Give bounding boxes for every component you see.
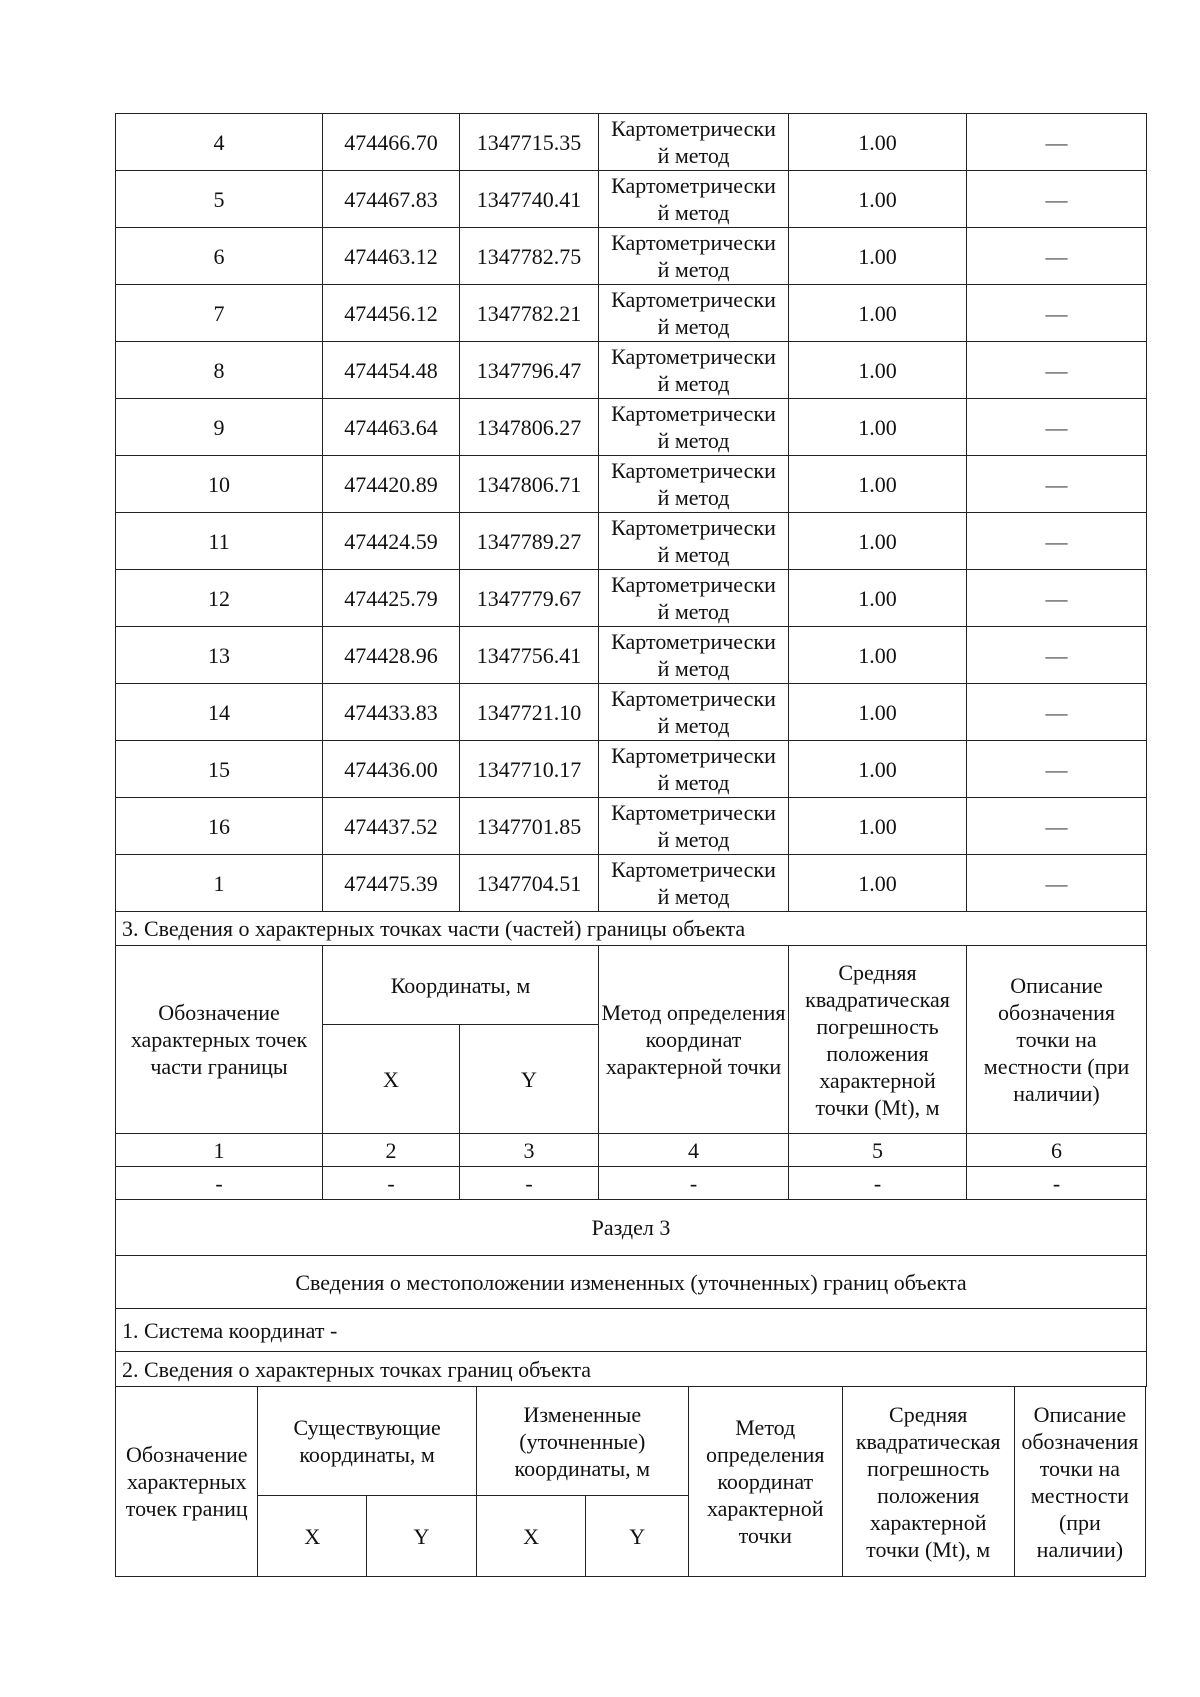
point-accuracy: 1.00 <box>789 513 967 570</box>
col-number: 5 <box>789 1134 967 1167</box>
col-number: 1 <box>116 1134 323 1167</box>
header-description: Описание обозначения точки на местности (при наличии) <box>967 946 1147 1134</box>
point-y: 1347779.67 <box>460 570 599 627</box>
point-id: 4 <box>116 114 323 171</box>
col-number: 3 <box>460 1134 599 1167</box>
table-row <box>116 285 1147 342</box>
header-changed-y: Y <box>586 1496 689 1577</box>
point-accuracy: 1.00 <box>789 285 967 342</box>
table-row <box>116 741 1147 798</box>
table-row <box>116 456 1147 513</box>
point-description: — <box>967 114 1147 171</box>
header-changed-x: X <box>476 1496 586 1577</box>
point-id: 15 <box>116 741 323 798</box>
point-id: 13 <box>116 627 323 684</box>
col-number: 6 <box>967 1134 1147 1167</box>
point-method <box>599 456 789 513</box>
point-y: 1347740.41 <box>460 171 599 228</box>
table-row <box>116 399 1147 456</box>
point-method-line1: Картометрически <box>611 572 776 597</box>
empty-cell: - <box>599 1167 789 1200</box>
header-changed-coordinates: Измененные (уточненные) координаты, м <box>476 1387 688 1496</box>
point-description: — <box>967 627 1147 684</box>
point-method-line1: Картометрически <box>611 743 776 768</box>
document-page <box>115 113 1146 1577</box>
boundary-points-table <box>115 113 1147 1387</box>
col-number: 4 <box>599 1134 789 1167</box>
point-method <box>599 342 789 399</box>
point-y: 1347782.75 <box>460 228 599 285</box>
point-method-line1: Картометрически <box>611 116 776 141</box>
point-description: — <box>967 228 1147 285</box>
point-description: — <box>967 684 1147 741</box>
point-accuracy: 1.00 <box>789 855 967 912</box>
point-method-line2: й метод <box>657 542 730 567</box>
point-description: — <box>967 171 1147 228</box>
point-id: 5 <box>116 171 323 228</box>
point-y: 1347782.21 <box>460 285 599 342</box>
point-x: 474475.39 <box>323 855 460 912</box>
point-accuracy: 1.00 <box>789 171 967 228</box>
point-id: 11 <box>116 513 323 570</box>
header-method: Метод определения координат характерной точки <box>688 1387 842 1577</box>
point-method-line2: й метод <box>657 200 730 225</box>
header-designation: Обозначение характерных точек границ <box>116 1387 258 1577</box>
point-method-line1: Картометрически <box>611 401 776 426</box>
table-row <box>116 798 1147 855</box>
point-method-line2: й метод <box>657 371 730 396</box>
point-method-line2: й метод <box>657 428 730 453</box>
header-existing-coordinates: Существующие координаты, м <box>258 1387 476 1496</box>
header-method: Метод определения координат характерной точки <box>599 946 789 1134</box>
point-method-line2: й метод <box>657 884 730 909</box>
table-row <box>116 855 1147 912</box>
point-method-line2: й метод <box>657 713 730 738</box>
point-method-line1: Картометрически <box>611 800 776 825</box>
point-description: — <box>967 855 1147 912</box>
empty-cell: - <box>789 1167 967 1200</box>
point-method-line1: Картометрически <box>611 173 776 198</box>
point-y: 1347756.41 <box>460 627 599 684</box>
point-method-line1: Картометрически <box>611 230 776 255</box>
point-method <box>599 855 789 912</box>
point-id: 12 <box>116 570 323 627</box>
point-description: — <box>967 513 1147 570</box>
section-subtitle: Сведения о местоположении измененных (уточненных) границ объекта <box>116 1256 1147 1309</box>
point-y: 1347715.35 <box>460 114 599 171</box>
point-x: 474467.83 <box>323 171 460 228</box>
point-accuracy: 1.00 <box>789 570 967 627</box>
point-id: 9 <box>116 399 323 456</box>
point-y: 1347796.47 <box>460 342 599 399</box>
header-description: Описание обозначения точки на местности (при наличии) <box>1014 1387 1145 1577</box>
point-y: 1347721.10 <box>460 684 599 741</box>
point-y: 1347704.51 <box>460 855 599 912</box>
point-method <box>599 741 789 798</box>
point-id: 6 <box>116 228 323 285</box>
coordinate-system: 1. Система координат - <box>116 1309 1147 1352</box>
point-method-line1: Картометрически <box>611 287 776 312</box>
header-designation: Обозначение характерных точек части границы <box>116 946 323 1134</box>
point-accuracy: 1.00 <box>789 399 967 456</box>
point-description: — <box>967 798 1147 855</box>
point-id: 10 <box>116 456 323 513</box>
point-description: — <box>967 342 1147 399</box>
point-y: 1347710.17 <box>460 741 599 798</box>
point-method-line2: й метод <box>657 656 730 681</box>
point-x: 474433.83 <box>323 684 460 741</box>
point-method <box>599 798 789 855</box>
point-y: 1347806.27 <box>460 399 599 456</box>
section-title: Раздел 3 <box>116 1200 1147 1256</box>
table-row <box>116 171 1147 228</box>
point-x: 474454.48 <box>323 342 460 399</box>
table-row <box>116 228 1147 285</box>
header-accuracy: Средняя квадратическая погрешность положения характерной точки (Mt), м <box>842 1387 1014 1577</box>
point-method-line2: й метод <box>657 485 730 510</box>
empty-cell: - <box>323 1167 460 1200</box>
point-method-line1: Картометрически <box>611 515 776 540</box>
empty-cell: - <box>967 1167 1147 1200</box>
point-id: 8 <box>116 342 323 399</box>
table-row <box>116 627 1147 684</box>
point-description: — <box>967 456 1147 513</box>
point-description: — <box>967 570 1147 627</box>
point-method-line1: Картометрически <box>611 458 776 483</box>
point-id: 14 <box>116 684 323 741</box>
point-description: — <box>967 399 1147 456</box>
header-y: Y <box>460 1025 599 1134</box>
point-y: 1347701.85 <box>460 798 599 855</box>
header-existing-x: X <box>258 1496 367 1577</box>
point-method <box>599 627 789 684</box>
table-row <box>116 684 1147 741</box>
point-description: — <box>967 285 1147 342</box>
point-accuracy: 1.00 <box>789 114 967 171</box>
point-method-line2: й метод <box>657 257 730 282</box>
point-method <box>599 171 789 228</box>
point-id: 7 <box>116 285 323 342</box>
point-method <box>599 285 789 342</box>
point-id: 16 <box>116 798 323 855</box>
point-x: 474437.52 <box>323 798 460 855</box>
point-method-line2: й метод <box>657 143 730 168</box>
point-x: 474463.12 <box>323 228 460 285</box>
point-y: 1347806.71 <box>460 456 599 513</box>
header-coordinates: Координаты, м <box>323 946 599 1025</box>
point-accuracy: 1.00 <box>789 228 967 285</box>
changed-boundaries-table <box>115 1387 1146 1577</box>
point-x: 474463.64 <box>323 399 460 456</box>
point-method <box>599 513 789 570</box>
points-caption: 2. Сведения о характерных точках границ объекта <box>116 1352 1147 1387</box>
point-accuracy: 1.00 <box>789 342 967 399</box>
empty-cell: - <box>116 1167 323 1200</box>
point-accuracy: 1.00 <box>789 798 967 855</box>
point-method-line1: Картометрически <box>611 344 776 369</box>
header-accuracy: Средняя квадратическая погрешность положения характерной точки (Mt), м <box>789 946 967 1134</box>
point-x: 474466.70 <box>323 114 460 171</box>
empty-cell: - <box>460 1167 599 1200</box>
table-row <box>116 342 1147 399</box>
point-x: 474436.00 <box>323 741 460 798</box>
point-y: 1347789.27 <box>460 513 599 570</box>
table-row <box>116 114 1147 171</box>
point-method-line1: Картометрически <box>611 686 776 711</box>
point-x: 474420.89 <box>323 456 460 513</box>
point-method <box>599 228 789 285</box>
point-method <box>599 399 789 456</box>
points-body <box>116 114 1147 912</box>
table-row <box>116 570 1147 627</box>
header-existing-y: Y <box>367 1496 477 1577</box>
point-x: 474428.96 <box>323 627 460 684</box>
point-method <box>599 684 789 741</box>
point-method <box>599 570 789 627</box>
point-accuracy: 1.00 <box>789 741 967 798</box>
point-x: 474424.59 <box>323 513 460 570</box>
point-method-line2: й метод <box>657 599 730 624</box>
table-row <box>116 513 1147 570</box>
point-x: 474456.12 <box>323 285 460 342</box>
point-description: — <box>967 741 1147 798</box>
point-id: 1 <box>116 855 323 912</box>
point-accuracy: 1.00 <box>789 627 967 684</box>
point-accuracy: 1.00 <box>789 456 967 513</box>
point-x: 474425.79 <box>323 570 460 627</box>
point-method-line1: Картометрически <box>611 857 776 882</box>
point-method-line1: Картометрически <box>611 629 776 654</box>
parts-section-caption: 3. Сведения о характерных точках части (частей) границы объекта <box>116 912 1147 946</box>
header-x: X <box>323 1025 460 1134</box>
point-method-line2: й метод <box>657 314 730 339</box>
point-method-line2: й метод <box>657 827 730 852</box>
col-number: 2 <box>323 1134 460 1167</box>
point-method-line2: й метод <box>657 770 730 795</box>
point-accuracy: 1.00 <box>789 684 967 741</box>
point-method <box>599 114 789 171</box>
